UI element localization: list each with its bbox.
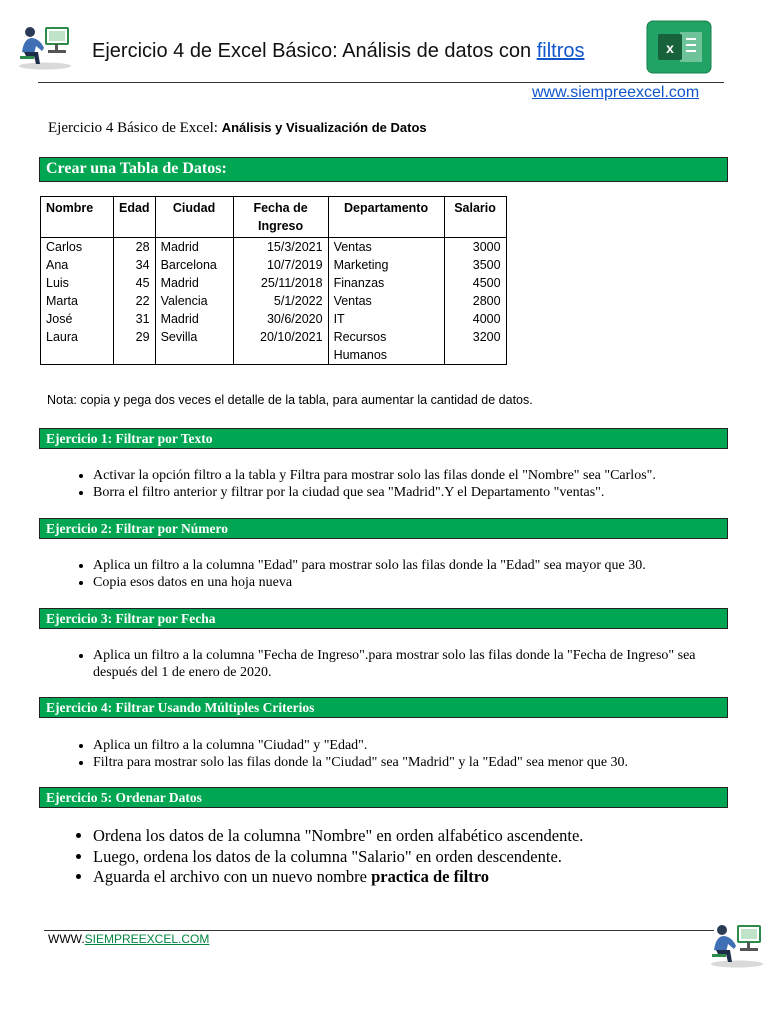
website-link[interactable]: www.siempreexcel.com: [532, 84, 700, 101]
column-header-ciudad: Ciudad: [155, 197, 233, 238]
list-item: • Filtra para mostrar solo las filas donde la "Ciudad" sea "Madrid" y la "Edad" sea menor que 30.: [93, 754, 713, 771]
column-header-fecha-ingreso: Fecha de Ingreso: [233, 197, 328, 238]
table-row: [41, 310, 507, 328]
excel-icon: [646, 20, 712, 74]
cell-nombre: Ana: [41, 256, 114, 274]
footer-website: WWW.SIEMPREEXCEL.COM: [48, 932, 210, 946]
list-item: • Luego, ordena los datos de la columna "Salario" en orden descendente.: [93, 847, 713, 868]
cell-nombre: José: [41, 310, 114, 328]
column-header-edad: Edad: [114, 197, 156, 238]
list-item: • Aplica un filtro a la columna "Edad" para mostrar solo las filas donde la "Edad" sea mayor que 30.: [93, 557, 713, 574]
cell-edad: 31: [114, 310, 156, 328]
cell-edad: 45: [114, 274, 156, 292]
exercise-1-header: Ejercicio 1: Filtrar por Texto: [39, 428, 728, 449]
cell-salario: 2800: [444, 292, 506, 310]
cell-fecha: 25/11/2018: [233, 274, 328, 292]
list-item: • Borra el filtro anterior y filtrar por la ciudad que sea "Madrid".Y el Departamento "ventas".: [93, 484, 713, 501]
document-subtitle: Ejercicio 4 Básico de Excel: Análisis y Visualización de Datos: [48, 120, 427, 136]
column-header-departamento: Departamento: [328, 197, 444, 238]
list-item: • Activar la opción filtro a la tabla y Filtra para mostrar solo las filas donde el "Nombre" sea "Carlos".: [93, 467, 713, 484]
exercise-4-header: Ejercicio 4: Filtrar Usando Múltiples Criterios: [39, 697, 728, 718]
exercise-1-list: [60, 467, 713, 501]
column-header-salario: Salario: [444, 197, 506, 238]
cell-departamento: Marketing: [328, 256, 444, 274]
exercise-2-list: [60, 557, 713, 591]
cell-fecha: 10/7/2019: [233, 256, 328, 274]
list-item: • Aguarda el archivo con un nuevo nombre practica de filtro: [93, 867, 713, 888]
cell-salario: 4000: [444, 310, 506, 328]
cell-departamento: IT: [328, 310, 444, 328]
person-at-computer-footer-icon: [708, 920, 766, 968]
table-row: [41, 256, 507, 274]
exercise-5-list: [60, 826, 713, 888]
exercise-5-header: Ejercicio 5: Ordenar Datos: [39, 787, 728, 808]
cell-departamento: Ventas: [328, 292, 444, 310]
cell-nombre: Luis: [41, 274, 114, 292]
cell-nombre: Carlos: [41, 238, 114, 257]
list-item: • Ordena los datos de la columna "Nombre" en orden alfabético ascendente.: [93, 826, 713, 847]
cell-ciudad: Madrid: [155, 310, 233, 328]
footer-divider: [44, 930, 714, 931]
cell-ciudad: Barcelona: [155, 256, 233, 274]
table-row: [41, 274, 507, 292]
cell-edad: 28: [114, 238, 156, 257]
note-text: Nota: copia y pega dos veces el detalle de la tabla, para aumentar la cantidad de datos.: [47, 393, 533, 407]
list-item: • Aplica un filtro a la columna "Fecha de Ingreso".para mostrar solo las filas donde la "Fecha de Ingreso" sea después del 1 de enero de 2020.: [93, 647, 713, 681]
table-row: [41, 292, 507, 310]
cell-salario: 3500: [444, 256, 506, 274]
list-item: • Aplica un filtro a la columna "Ciudad" y "Edad".: [93, 737, 713, 754]
list-item: • Copia esos datos en una hoja nueva: [93, 574, 713, 591]
cell-departamento: Recursos Humanos: [328, 328, 444, 365]
cell-salario: 4500: [444, 274, 506, 292]
person-at-computer-logo-icon: [16, 22, 74, 70]
title-filtros-link[interactable]: filtros: [536, 40, 585, 62]
cell-ciudad: Madrid: [155, 238, 233, 257]
cell-fecha: 30/6/2020: [233, 310, 328, 328]
cell-ciudad: Valencia: [155, 292, 233, 310]
exercise-3-list: [60, 647, 713, 681]
cell-fecha: 20/10/2021: [233, 328, 328, 365]
cell-ciudad: Sevilla: [155, 328, 233, 365]
section-create-table-header: Crear una Tabla de Datos:: [39, 157, 728, 182]
svg-text:x: x: [666, 40, 674, 56]
cell-departamento: Finanzas: [328, 274, 444, 292]
column-header-nombre: Nombre: [41, 197, 114, 238]
cell-fecha: 5/1/2022: [233, 292, 328, 310]
table-row: [41, 238, 507, 257]
page-title: Ejercicio 4 de Excel Básico: Análisis de datos con filtros: [92, 40, 585, 62]
cell-salario: 3000: [444, 238, 506, 257]
cell-nombre: Marta: [41, 292, 114, 310]
cell-edad: 22: [114, 292, 156, 310]
table-header-row: [41, 197, 507, 238]
cell-edad: 29: [114, 328, 156, 365]
cell-departamento: Ventas: [328, 238, 444, 257]
cell-ciudad: Madrid: [155, 274, 233, 292]
cell-fecha: 15/3/2021: [233, 238, 328, 257]
exercise-3-header: Ejercicio 3: Filtrar por Fecha: [39, 608, 728, 629]
exercise-4-list: [60, 737, 713, 771]
cell-edad: 34: [114, 256, 156, 274]
employee-data-table: [40, 196, 507, 365]
bold-filename: practica de filtro: [371, 867, 490, 886]
cell-salario: 3200: [444, 328, 506, 365]
cell-nombre: Laura: [41, 328, 114, 365]
footer-website-link[interactable]: SIEMPREEXCEL.COM: [84, 932, 210, 946]
exercise-2-header: Ejercicio 2: Filtrar por Número: [39, 518, 728, 539]
table-row: [41, 328, 507, 365]
header-divider: [38, 82, 724, 83]
